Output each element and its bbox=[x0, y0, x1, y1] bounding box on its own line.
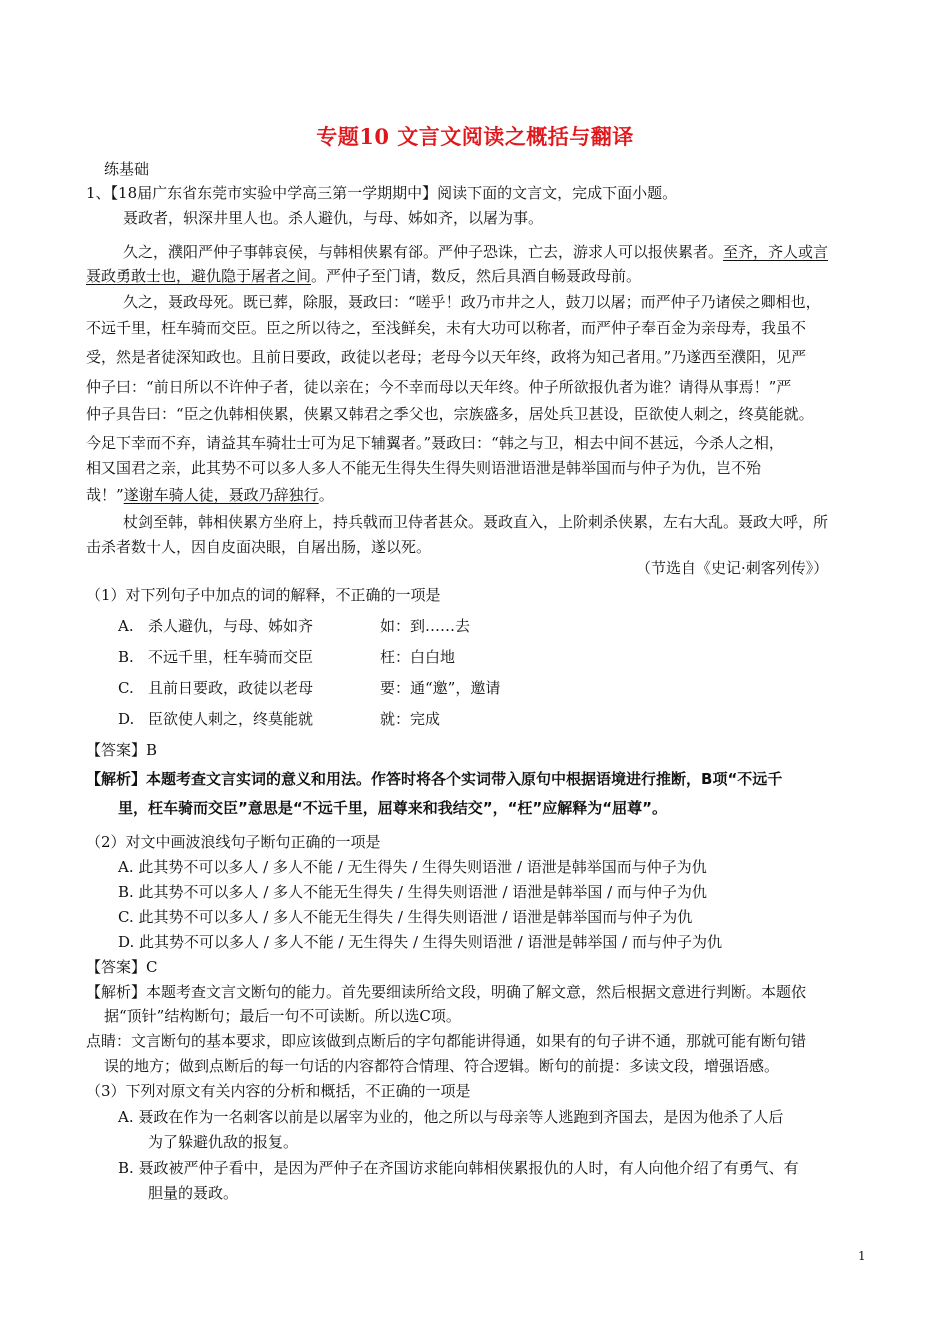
question-stem: 1、【18届广东省东莞市实验中学高三第一学期期中】阅读下面的文言文，完成下面小题。 bbox=[86, 184, 678, 202]
underlined-sentence: 聂政勇敢士也，避仇隐于屠者之间 bbox=[86, 267, 312, 285]
passage-para2-line2 bbox=[86, 266, 641, 286]
sub3-option-b-line2: 胆量的聂政。 bbox=[148, 1184, 239, 1202]
option-gloss: 要：通“邀”，邀请 bbox=[380, 679, 501, 697]
option-gloss: 就：完成 bbox=[380, 710, 441, 728]
passage-para4-line2: 击杀者数十人，因自皮面决眼，自屠出肠，遂以死。 bbox=[86, 538, 432, 556]
passage-para3-line8 bbox=[86, 485, 334, 505]
sub3-option-a-line2: 为了躲避仇敌的报复。 bbox=[148, 1133, 299, 1151]
option-label: D. bbox=[118, 710, 135, 728]
option-gloss: 如：到……去 bbox=[380, 617, 471, 635]
option-sentence: 不远千里，枉车骑而交臣 bbox=[148, 648, 314, 666]
answer-label: 【答案】B bbox=[86, 741, 158, 759]
passage-text: 久之，濮阳严仲子事韩哀侯，与韩相侠累有郤。严仲子恐诛，亡去，游求人可以报侠累者。 bbox=[123, 243, 724, 261]
passage-para3-line5: 仲子具告曰：“臣之仇韩相侠累，侠累又韩君之季父也，宗族盛多，居处兵卫甚设，臣欲使人刺之，终莫能就。 bbox=[86, 405, 814, 423]
passage-para3-line7: 相又国君之亲，此其势不可以多人多人不能无生得失生得失则语泄语泄是韩举国而与仲子为仇，岂不殆 bbox=[86, 459, 762, 477]
sub3-stem: （3）下列对原文有关内容的分析和概括，不正确的一项是 bbox=[86, 1082, 471, 1100]
analysis-line2: 据“顶针”结构断句；最后一句不可读断。所以选C项。 bbox=[104, 1007, 461, 1025]
option-label: B. bbox=[118, 648, 134, 666]
answer-label: 【答案】C bbox=[86, 958, 158, 976]
passage-para1: 聂政者，轵深井里人也。杀人避仇，与母、姊如齐，以屠为事。 bbox=[123, 209, 544, 227]
option-label: A. bbox=[118, 617, 134, 635]
passage-para3-line4: 仲子曰：“前日所以不许仲子者，徒以亲在；今不幸而母以天年终。仲子所欲报仇者为谁？请得从事焉！”严 bbox=[86, 378, 792, 396]
passage-para3-line1: 久之，聂政母死。既已葬，除服，聂政曰：“嗟乎！政乃市井之人，鼓刀以屠；而严仲子乃诸侯之卿相也， bbox=[123, 293, 821, 311]
page-number: 1 bbox=[858, 1249, 866, 1263]
analysis-line1: 【解析】本题考查文言实词的意义和用法。作答时将各个实词带入原句中根据语境进行推断，B项“不远千 bbox=[86, 770, 783, 788]
passage-text: 哉！” bbox=[86, 486, 124, 504]
option-gloss: 枉：白白地 bbox=[380, 648, 456, 666]
passage-para3-line2: 不远千里，枉车骑而交臣。臣之所以待之，至浅鲜矣，未有大功可以称者，而严仲子奉百金为亲母寿，我虽不 bbox=[86, 319, 807, 337]
sub3-option-b-line1: B. 聂政被严仲子看中，是因为严仲子在齐国访求能向韩相侠累报仇的人时，有人向他介绍了有勇气、有 bbox=[118, 1159, 799, 1177]
sub2-stem: （2）对文中画波浪线句子断句正确的一项是 bbox=[86, 833, 381, 851]
sub1-stem: （1）对下列句子中加点的词的解释，不正确的一项是 bbox=[86, 586, 441, 604]
option-sentence: 臣欲使人刺之，终莫能就 bbox=[148, 710, 314, 728]
passage-para4-line1: 杖剑至韩，韩相侠累方坐府上，持兵戟而卫侍者甚众。聂政直入，上阶刺杀侠累，左右大乱。聂政大呼，所 bbox=[123, 513, 829, 531]
passage-para2-line1 bbox=[123, 242, 828, 262]
sub2-option-a: A. 此其势不可以多人 / 多人不能 / 无生得失 / 生得失则语泄 / 语泄是韩举国而与仲子为仇 bbox=[118, 858, 707, 876]
tip-line1: 点睛：文言断句的基本要求，即应该做到点断后的字句都能讲得通，如果有的句子讲不通，那就可能有断句错 bbox=[86, 1032, 807, 1050]
analysis-line1: 【解析】本题考查文言文断句的能力。首先要细读所给文段，明确了解文意，然后根据文意进行判断。本题依 bbox=[86, 983, 807, 1001]
passage-para3-line3: 受，然是者徒深知政也。且前日要政，政徒以老母；老母今以天年终，政将为知己者用。”乃遂西至濮阳，见严 bbox=[86, 348, 807, 366]
section-label: 练基础 bbox=[104, 160, 150, 178]
option-sentence: 杀人避仇，与母、姊如齐 bbox=[148, 617, 314, 635]
underlined-sentence: 至齐，齐人或言 bbox=[723, 243, 829, 261]
page-title: 专题10 文言文阅读之概括与翻译 bbox=[316, 124, 634, 149]
source-citation: （节选自《史记·刺客列传》） bbox=[636, 559, 829, 577]
option-label: C. bbox=[118, 679, 134, 697]
sub2-option-b: B. 此其势不可以多人 / 多人不能无生得失 / 生得失则语泄 / 语泄是韩举国 / 而与仲子为仇 bbox=[118, 883, 707, 901]
tip-line2: 误的地方；做到点断后的每一句话的内容都符合情理、符合逻辑。断句的前提：多读文段，增强语感。 bbox=[104, 1057, 780, 1075]
passage-text: 。 bbox=[318, 486, 334, 504]
passage-text: 。严仲子至门请，数反，然后具酒自畅聂政母前。 bbox=[311, 267, 642, 285]
analysis-line2: 里，枉车骑而交臣”意思是“不远千里，屈尊来和我结交”，“枉”应解释为“屈尊”。 bbox=[118, 799, 668, 817]
underlined-sentence: 遂谢车骑人徒，聂政乃辞独行 bbox=[123, 486, 319, 504]
option-sentence: 且前日要政，政徒以老母 bbox=[148, 679, 314, 697]
passage-para3-line6: 今足下幸而不弃，请益其车骑壮士可为足下辅翼者。”聂政曰：“韩之与卫，相去中间不甚远，今杀人之相， bbox=[86, 434, 784, 452]
sub3-option-a-line1: A. 聂政在作为一名刺客以前是以屠宰为业的，他之所以与母亲等人逃跑到齐国去，是因为他杀了人后 bbox=[118, 1108, 784, 1126]
sub2-option-d: D. 此其势不可以多人 / 多人不能 / 无生得失 / 生得失则语泄 / 语泄是韩举国 / 而与仲子为仇 bbox=[118, 933, 722, 951]
sub2-option-c: C. 此其势不可以多人 / 多人不能无生得失 / 生得失则语泄 / 语泄是韩举国而与仲子为仇 bbox=[118, 908, 693, 926]
